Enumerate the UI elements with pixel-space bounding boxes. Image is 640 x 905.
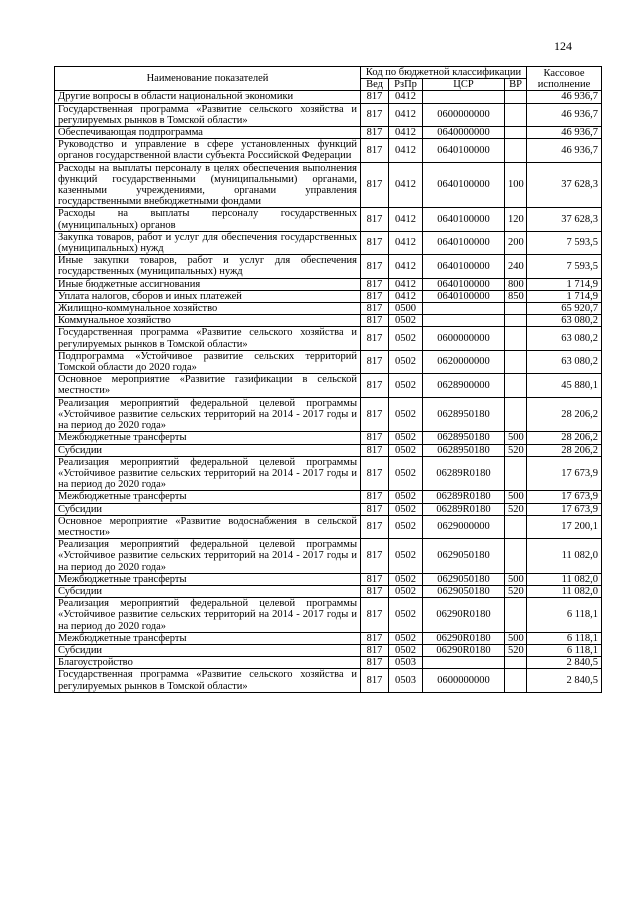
row-rzpr: 0502 <box>389 539 423 574</box>
row-ved: 817 <box>361 432 389 444</box>
row-csr: 0600000000 <box>423 327 505 350</box>
row-name: Реализация мероприятий федеральной целевой программы «Устойчивое развитие сельских территорий на 2014 - 2017 годы и на период до 2020 года» <box>55 539 361 574</box>
row-ved: 817 <box>361 657 389 669</box>
table-row <box>55 644 602 656</box>
row-csr: 0640000000 <box>423 127 505 139</box>
row-sum: 17 200,1 <box>527 515 602 538</box>
header-vr: ВР <box>505 79 527 91</box>
row-name: Государственная программа «Развитие сельского хозяйства и регулируемых рынков в Томской области» <box>55 327 361 350</box>
row-vr <box>505 103 527 126</box>
row-rzpr: 0502 <box>389 397 423 432</box>
row-sum: 28 206,2 <box>527 444 602 456</box>
row-vr <box>505 139 527 162</box>
row-ved: 817 <box>361 573 389 585</box>
row-csr <box>423 91 505 103</box>
row-ved: 817 <box>361 208 389 231</box>
row-rzpr: 0502 <box>389 456 423 491</box>
row-csr: 0629050180 <box>423 573 505 585</box>
row-sum: 46 936,7 <box>527 127 602 139</box>
row-vr: 520 <box>505 444 527 456</box>
row-name: Обеспечивающая подпрограмма <box>55 127 361 139</box>
header-rzpr: РзПр <box>389 79 423 91</box>
row-rzpr: 0502 <box>389 350 423 373</box>
row-ved: 817 <box>361 632 389 644</box>
row-ved: 817 <box>361 103 389 126</box>
table-row <box>55 350 602 373</box>
row-ved: 817 <box>361 539 389 574</box>
table-row <box>55 374 602 397</box>
table-row <box>55 91 602 103</box>
row-ved: 817 <box>361 139 389 162</box>
row-rzpr: 0502 <box>389 598 423 633</box>
row-name: Основное мероприятие «Развитие газификации в сельской местности» <box>55 374 361 397</box>
row-sum: 37 628,3 <box>527 162 602 208</box>
row-name: Межбюджетные трансферты <box>55 632 361 644</box>
row-rzpr: 0502 <box>389 573 423 585</box>
row-csr: 0628950180 <box>423 444 505 456</box>
row-sum: 17 673,9 <box>527 503 602 515</box>
table-row <box>55 573 602 585</box>
row-name: Субсидии <box>55 585 361 597</box>
row-vr <box>505 327 527 350</box>
row-sum: 45 880,1 <box>527 374 602 397</box>
row-csr: 0600000000 <box>423 669 505 692</box>
table-row <box>55 162 602 208</box>
table-row <box>55 632 602 644</box>
row-name: Жилищно-коммунальное хозяйство <box>55 303 361 315</box>
row-sum: 46 936,7 <box>527 139 602 162</box>
row-name: Руководство и управление в сфере установленных функций органов государственной власти субъекта Российской Федерации <box>55 139 361 162</box>
row-csr: 0629000000 <box>423 515 505 538</box>
row-csr: 06290R0180 <box>423 644 505 656</box>
row-name: Межбюджетные трансферты <box>55 491 361 503</box>
row-sum: 28 206,2 <box>527 432 602 444</box>
row-sum: 37 628,3 <box>527 208 602 231</box>
row-csr: 0640100000 <box>423 231 505 254</box>
row-sum: 46 936,7 <box>527 91 602 103</box>
row-ved: 817 <box>361 162 389 208</box>
row-rzpr: 0502 <box>389 644 423 656</box>
header-execution: Кассовое исполнение <box>527 67 602 91</box>
header-ved: Вед <box>361 79 389 91</box>
row-vr <box>505 374 527 397</box>
row-rzpr: 0412 <box>389 139 423 162</box>
row-sum: 63 080,2 <box>527 350 602 373</box>
row-rzpr: 0502 <box>389 444 423 456</box>
header-csr: ЦСР <box>423 79 505 91</box>
row-rzpr: 0502 <box>389 632 423 644</box>
header-code-group: Код по бюджетной классификации <box>361 67 527 79</box>
row-name: Подпрограмма «Устойчивое развитие сельских территорий Томской области до 2020 года» <box>55 350 361 373</box>
row-csr: 06290R0180 <box>423 632 505 644</box>
table-row <box>55 139 602 162</box>
row-vr <box>505 657 527 669</box>
table-row <box>55 515 602 538</box>
row-csr: 0640100000 <box>423 290 505 302</box>
row-name: Государственная программа «Развитие сельского хозяйства и регулируемых рынков в Томской области» <box>55 103 361 126</box>
row-vr: 500 <box>505 491 527 503</box>
row-rzpr: 0500 <box>389 303 423 315</box>
table-row <box>55 657 602 669</box>
row-vr <box>505 515 527 538</box>
row-name: Основное мероприятие «Развитие водоснабжения в сельской местности» <box>55 515 361 538</box>
row-sum: 63 080,2 <box>527 315 602 327</box>
table-row <box>55 503 602 515</box>
row-ved: 817 <box>361 515 389 538</box>
row-vr: 500 <box>505 573 527 585</box>
row-csr <box>423 315 505 327</box>
page-number: 124 <box>554 39 572 53</box>
table-row <box>55 290 602 302</box>
row-sum: 2 840,5 <box>527 657 602 669</box>
table-row <box>55 231 602 254</box>
table-row <box>55 491 602 503</box>
row-csr: 0628950180 <box>423 397 505 432</box>
row-rzpr: 0503 <box>389 657 423 669</box>
row-sum: 1 714,9 <box>527 278 602 290</box>
row-csr: 06290R0180 <box>423 598 505 633</box>
row-rzpr: 0502 <box>389 515 423 538</box>
row-ved: 817 <box>361 374 389 397</box>
row-vr: 200 <box>505 231 527 254</box>
row-name: Расходы на выплаты персоналу государственных (муниципальных) органов <box>55 208 361 231</box>
row-vr <box>505 539 527 574</box>
row-csr <box>423 303 505 315</box>
row-rzpr: 0502 <box>389 432 423 444</box>
row-csr <box>423 657 505 669</box>
row-sum: 46 936,7 <box>527 103 602 126</box>
row-name: Реализация мероприятий федеральной целевой программы «Устойчивое развитие сельских территорий на 2014 - 2017 годы и на период до 2020 года» <box>55 397 361 432</box>
row-sum: 11 082,0 <box>527 573 602 585</box>
table-row <box>55 315 602 327</box>
row-rzpr: 0502 <box>389 327 423 350</box>
row-name: Иные закупки товаров, работ и услуг для обеспечения государственных (муниципальных) нужд <box>55 255 361 278</box>
table-row <box>55 456 602 491</box>
row-name: Субсидии <box>55 444 361 456</box>
table-header <box>55 67 602 91</box>
row-ved: 817 <box>361 303 389 315</box>
row-name: Межбюджетные трансферты <box>55 432 361 444</box>
row-vr <box>505 350 527 373</box>
row-name: Реализация мероприятий федеральной целевой программы «Устойчивое развитие сельских территорий на 2014 - 2017 годы и на период до 2020 года» <box>55 598 361 633</box>
row-name: Уплата налогов, сборов и иных платежей <box>55 290 361 302</box>
row-ved: 817 <box>361 585 389 597</box>
row-vr: 240 <box>505 255 527 278</box>
row-ved: 817 <box>361 350 389 373</box>
table-row <box>55 255 602 278</box>
row-vr <box>505 669 527 692</box>
row-ved: 817 <box>361 315 389 327</box>
row-name: Коммунальное хозяйство <box>55 315 361 327</box>
table-row <box>55 444 602 456</box>
row-csr: 06289R0180 <box>423 491 505 503</box>
row-name: Расходы на выплаты персоналу в целях обеспечения выполнения функций государственными (муниципальными) органами, казенными учреждениями, органами управления государственными внебюджетными фондами <box>55 162 361 208</box>
row-sum: 17 673,9 <box>527 491 602 503</box>
row-sum: 7 593,5 <box>527 255 602 278</box>
table-row <box>55 278 602 290</box>
row-sum: 63 080,2 <box>527 327 602 350</box>
row-rzpr: 0412 <box>389 231 423 254</box>
row-rzpr: 0502 <box>389 585 423 597</box>
row-rzpr: 0412 <box>389 208 423 231</box>
row-name: Субсидии <box>55 503 361 515</box>
row-sum: 6 118,1 <box>527 598 602 633</box>
row-sum: 65 920,7 <box>527 303 602 315</box>
table-row <box>55 432 602 444</box>
row-vr <box>505 91 527 103</box>
row-ved: 817 <box>361 91 389 103</box>
row-csr: 0640100000 <box>423 255 505 278</box>
row-vr: 850 <box>505 290 527 302</box>
row-sum: 6 118,1 <box>527 644 602 656</box>
table-row <box>55 539 602 574</box>
row-csr: 0640100000 <box>423 278 505 290</box>
row-rzpr: 0502 <box>389 491 423 503</box>
row-csr: 0620000000 <box>423 350 505 373</box>
row-rzpr: 0502 <box>389 374 423 397</box>
row-ved: 817 <box>361 644 389 656</box>
budget-table <box>54 66 602 693</box>
row-name: Закупка товаров, работ и услуг для обеспечения государственных (муниципальных) нужд <box>55 231 361 254</box>
row-vr: 800 <box>505 278 527 290</box>
row-sum: 11 082,0 <box>527 585 602 597</box>
row-ved: 817 <box>361 456 389 491</box>
row-name: Благоустройство <box>55 657 361 669</box>
row-name: Иные бюджетные ассигнования <box>55 278 361 290</box>
row-rzpr: 0502 <box>389 503 423 515</box>
row-name: Межбюджетные трансферты <box>55 573 361 585</box>
row-vr: 120 <box>505 208 527 231</box>
row-csr: 0640100000 <box>423 162 505 208</box>
table-body <box>55 91 602 692</box>
row-vr: 500 <box>505 632 527 644</box>
row-sum: 17 673,9 <box>527 456 602 491</box>
row-vr <box>505 315 527 327</box>
row-rzpr: 0503 <box>389 669 423 692</box>
row-ved: 817 <box>361 278 389 290</box>
row-sum: 6 118,1 <box>527 632 602 644</box>
table-row <box>55 585 602 597</box>
row-rzpr: 0412 <box>389 91 423 103</box>
row-csr: 0628900000 <box>423 374 505 397</box>
row-csr: 0629050180 <box>423 539 505 574</box>
row-vr: 500 <box>505 432 527 444</box>
table-row <box>55 127 602 139</box>
row-vr <box>505 598 527 633</box>
row-ved: 817 <box>361 290 389 302</box>
row-csr: 0600000000 <box>423 103 505 126</box>
row-ved: 817 <box>361 327 389 350</box>
row-vr: 520 <box>505 503 527 515</box>
row-rzpr: 0412 <box>389 162 423 208</box>
row-ved: 817 <box>361 669 389 692</box>
row-vr <box>505 456 527 491</box>
row-sum: 7 593,5 <box>527 231 602 254</box>
row-rzpr: 0412 <box>389 127 423 139</box>
row-ved: 817 <box>361 127 389 139</box>
row-name: Реализация мероприятий федеральной целевой программы «Устойчивое развитие сельских территорий на 2014 - 2017 годы и на период до 2020 года» <box>55 456 361 491</box>
row-ved: 817 <box>361 255 389 278</box>
row-ved: 817 <box>361 503 389 515</box>
row-vr: 520 <box>505 585 527 597</box>
row-vr: 520 <box>505 644 527 656</box>
table-row <box>55 103 602 126</box>
row-sum: 1 714,9 <box>527 290 602 302</box>
table-row <box>55 598 602 633</box>
row-ved: 817 <box>361 444 389 456</box>
row-vr <box>505 303 527 315</box>
row-vr <box>505 127 527 139</box>
table-row <box>55 669 602 692</box>
row-rzpr: 0412 <box>389 278 423 290</box>
row-vr: 100 <box>505 162 527 208</box>
row-csr: 0640100000 <box>423 139 505 162</box>
row-csr: 06289R0180 <box>423 503 505 515</box>
row-ved: 817 <box>361 598 389 633</box>
row-rzpr: 0412 <box>389 103 423 126</box>
row-ved: 817 <box>361 231 389 254</box>
row-name: Другие вопросы в области национальной экономики <box>55 91 361 103</box>
row-rzpr: 0412 <box>389 290 423 302</box>
row-sum: 11 082,0 <box>527 539 602 574</box>
row-name: Государственная программа «Развитие сельского хозяйства и регулируемых рынков в Томской области» <box>55 669 361 692</box>
row-csr: 0628950180 <box>423 432 505 444</box>
row-csr: 06289R0180 <box>423 456 505 491</box>
row-rzpr: 0412 <box>389 255 423 278</box>
row-sum: 2 840,5 <box>527 669 602 692</box>
table-row <box>55 397 602 432</box>
table-row <box>55 303 602 315</box>
header-name: Наименование показателей <box>55 67 361 91</box>
row-rzpr: 0502 <box>389 315 423 327</box>
row-csr: 0629050180 <box>423 585 505 597</box>
table-row <box>55 208 602 231</box>
row-vr <box>505 397 527 432</box>
row-csr: 0640100000 <box>423 208 505 231</box>
row-name: Субсидии <box>55 644 361 656</box>
table-row <box>55 327 602 350</box>
row-ved: 817 <box>361 397 389 432</box>
row-sum: 28 206,2 <box>527 397 602 432</box>
row-ved: 817 <box>361 491 389 503</box>
